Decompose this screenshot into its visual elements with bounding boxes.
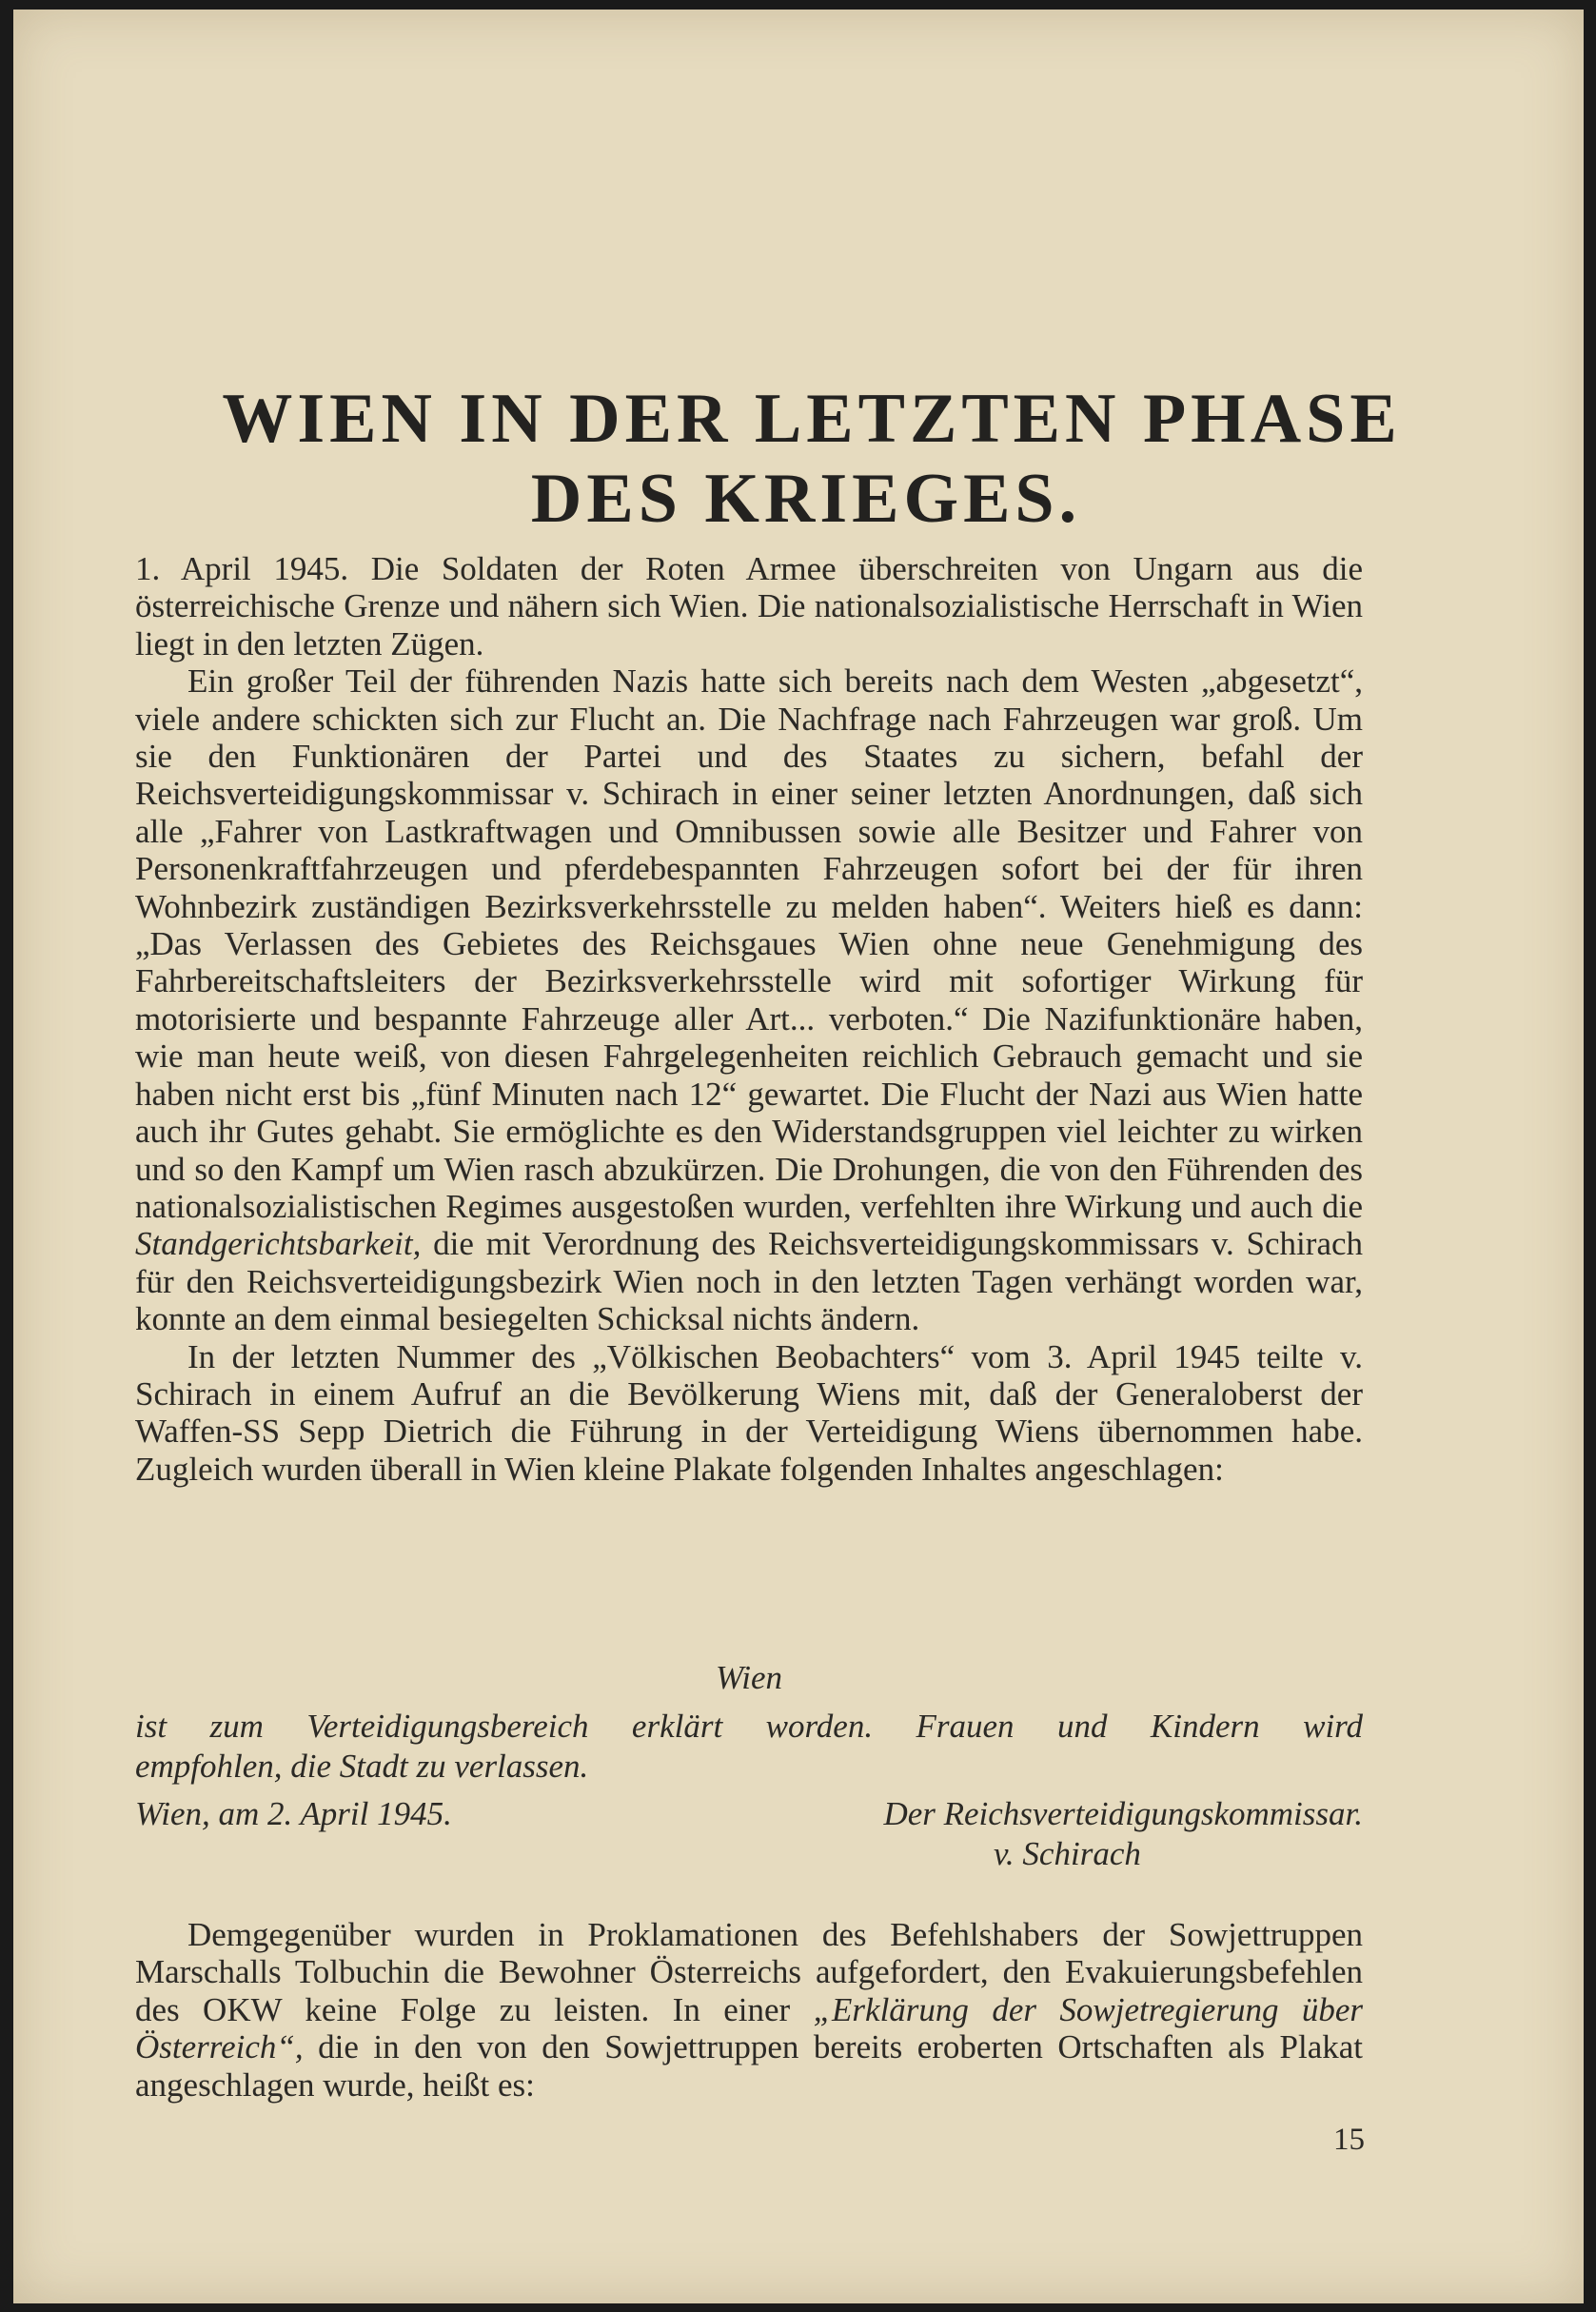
chapter-title-line-1: WIEN IN DER LETZTEN PHASE <box>222 380 1402 458</box>
paragraph-4 <box>135 1916 1363 2104</box>
chapter-title-line-2: DES KRIEGES. <box>530 460 1082 538</box>
plakat-signer-name: v. Schirach <box>994 1835 1141 1872</box>
paragraph-4-part-a: Demgegenüber wurden in Proklamationen des Befehlshabers der Sowjettruppen Marschalls Tolbuchin die Bewohner Österreichs aufgefordert, den Evakuierungsbefehlen des OKW keine Folge zu leisten. In einer <box>135 1916 1363 2028</box>
paragraph-3: In der letzten Nummer des „Völkischen Beobachters“ vom 3. April 1945 teilte v. Schirach in einem Aufruf an die Bevölkerung Wiens mit, daß der Generaloberst der Waffen-SS Sepp Dietrich die Führung in der Verteidigung Wiens übernommen habe. Zugleich wurden überall in Wien kleine Plakate folgenden Inhaltes angeschlagen: <box>135 1337 1363 1488</box>
plakat-line-2: empfohlen, die Stadt zu verlassen. <box>135 1748 589 1785</box>
body-text-lower <box>135 1916 1363 2104</box>
plakat-line-1: ist zum Verteidigungsbereich erklärt worden. Frauen und Kindern wird <box>135 1708 1363 1745</box>
page-number: 15 <box>1333 2123 1365 2157</box>
book-page <box>13 10 1584 2303</box>
paragraph-1: 1. April 1945. Die Soldaten der Roten Armee überschreiten von Ungarn aus die österreichische Grenze und nähern sich Wien. Die nationalsozialistische Herrschaft in Wien liegt in den letzten Zügen. <box>135 550 1363 662</box>
paragraph-4-part-b: die in den von den Sowjettruppen bereits eroberten Ortschaften als Plakat angeschlagen wurde, heißt es: <box>135 2028 1363 2104</box>
paragraph-4-emphasis: „Erklärung der Sowjetregierung über Österreich“, <box>135 1990 1363 2066</box>
paragraph-2-emphasis: Standgerichtsbarkeit, <box>135 1225 422 1263</box>
body-text-upper <box>135 550 1363 1488</box>
paragraph-2 <box>135 662 1363 1337</box>
plakat-signer-title: Der Reichsverteidigungskommissar. <box>883 1795 1363 1832</box>
paragraph-2-part-a: Ein großer Teil der führenden Nazis hatte sich bereits nach dem Westen „abgesetzt“, viele andere schickten sich zur Flucht an. Die Nachfrage nach Fahrzeugen war groß. Um sie den Funktionären der Partei und des Staates zu sichern, befahl der Reichsverteidigungskommissar v. Schirach in einer seiner letzten Anordnungen, daß sich alle „Fahrer von Lastkraftwagen und Omnibussen sowie alle Besitzer und Fahrer von Personenkraftfahrzeugen und pferdebespannten Fahrzeugen sofort bei der für ihren Wohnbezirk zuständigen Bezirksverkehrsstelle zu melden haben“. Weiters hieß es dann: „Das Verlassen des Gebietes des Reichsgaues Wien ohne neue Genehmigung des Fahrbereitschaftsleiters der Bezirksverkehrsstelle wird mit sofortiger Wirkung für motorisierte und bespannte Fahrzeuge aller Art... verboten.“ Die Nazifunktionäre haben, wie man heute weiß, von diesen Fahrgelegenheiten reichlich Gebrauch gemacht und sie haben nicht erst bis „fünf Minuten nach 12“ gewartet. Die Flucht der Nazi aus Wien hatte auch ihr Gutes gehabt. Sie ermöglichte es den Widerstandsgruppen viel leichter zu wirken und so den Kampf um Wien rasch abzukürzen. Die Drohungen, die von den Führenden des nationalsozialistischen Regimes ausgestoßen wurden, verfehlten ihre Wirkung und auch die <box>135 662 1363 1225</box>
paragraph-2-part-b: die mit Verordnung des Reichsverteidigungskommissars v. Schirach für den Reichsverteidigungsbezirk Wien noch in den letzten Tagen verhängt worden war, konnte an dem einmal besiegelten Schicksal nichts ändern. <box>135 1225 1364 1338</box>
plakat-date: Wien, am 2. April 1945. <box>135 1795 452 1832</box>
plakat-heading: Wien <box>716 1659 782 1696</box>
